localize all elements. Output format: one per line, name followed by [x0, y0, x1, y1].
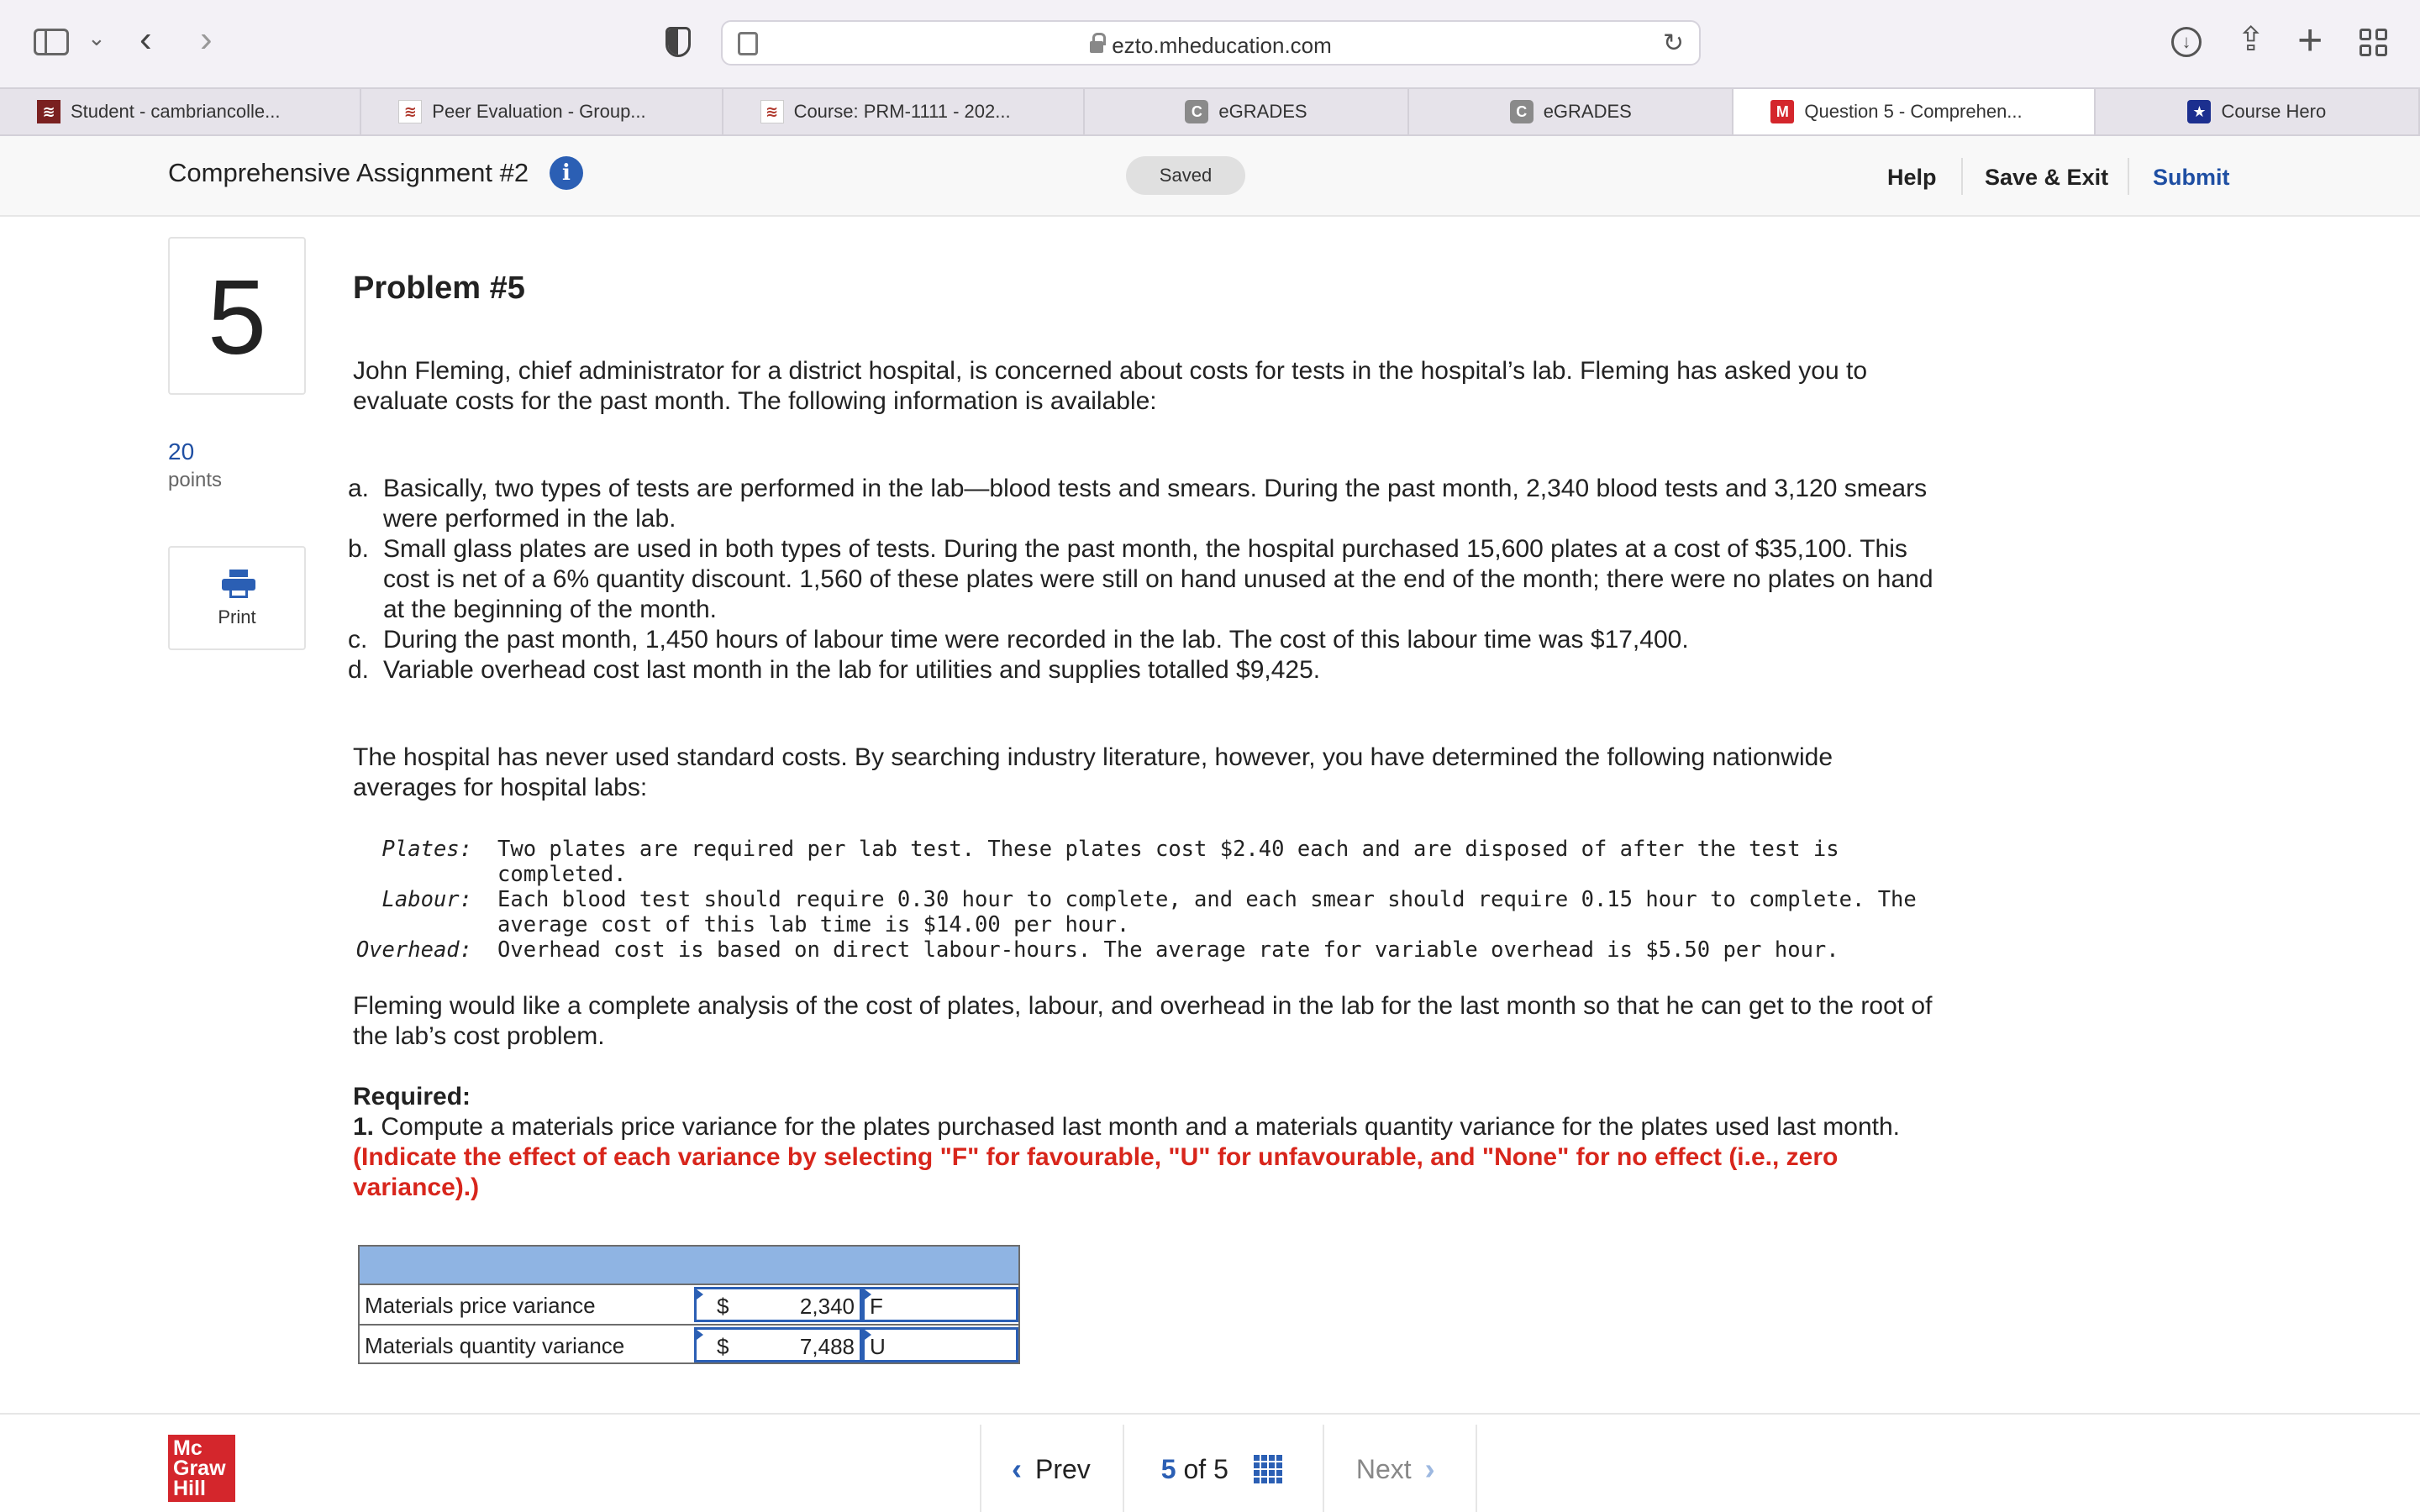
download-icon[interactable]: ↓ — [2171, 27, 2202, 57]
tab-egrades-1[interactable] — [1085, 89, 1409, 134]
required-section — [353, 1082, 1933, 1203]
prev-button[interactable] — [981, 1425, 1124, 1512]
address-bar[interactable] — [721, 20, 1701, 66]
chevron-left-icon: ‹ — [1012, 1452, 1022, 1486]
effect-value: U — [870, 1334, 886, 1359]
standard-text: Two plates are required per lab test. These plates cost $2.40 each and are disposed of after the test is completed. — [497, 837, 1839, 887]
effect-value: F — [870, 1294, 883, 1319]
save-exit-button[interactable]: Save & Exit — [1985, 165, 2109, 190]
submit-button[interactable]: Submit — [2153, 165, 2230, 190]
divider — [1961, 158, 1963, 195]
info-list — [348, 474, 1944, 685]
current-question: 5 — [1160, 1453, 1176, 1484]
forward-button[interactable]: › — [200, 18, 213, 60]
list-letter: d. — [348, 656, 370, 684]
sidebar-toggle-icon[interactable] — [34, 29, 69, 55]
required-text: Compute a materials price variance for the plates purchased last month and a materials quantity variance for the plates used last month. — [381, 1113, 1900, 1141]
back-button[interactable]: ‹ — [139, 18, 152, 60]
mcgraw-hill-logo — [168, 1435, 235, 1502]
c-icon: C — [1510, 100, 1534, 123]
cb-icon: ≋ — [37, 100, 60, 123]
divider — [2128, 158, 2129, 195]
list-letter: c. — [348, 626, 368, 654]
print-label: Print — [218, 606, 256, 627]
standard-row — [353, 937, 1949, 963]
list-item — [348, 625, 1944, 655]
privacy-shield-icon[interactable] — [666, 27, 691, 57]
footer — [0, 1413, 2420, 1512]
of-label: of — [1183, 1453, 1207, 1484]
problem-intro: John Fleming, chief administrator for a district hospital, is concerned about costs for tests in the hospital’s lab. Fleming has asked you to evaluate costs for the past month. The following information is available: — [353, 357, 1868, 415]
currency-symbol: $ — [717, 1294, 729, 1319]
tab-course-hero[interactable] — [2096, 89, 2420, 134]
table-row — [360, 1285, 1018, 1324]
tab-course[interactable] — [723, 89, 1085, 134]
prev-label: Prev — [1035, 1453, 1091, 1484]
list-item — [348, 534, 1944, 625]
chevron-down-icon[interactable]: ⌄ — [87, 25, 106, 50]
tab-label: Course: PRM-1111 - 202... — [793, 101, 1011, 122]
reload-icon[interactable]: ↻ — [1662, 29, 1684, 57]
standards-intro: The hospital has never used standard costs. By searching industry literature, however, you have determined the following nationwide averages for hospital labs: — [353, 743, 1833, 801]
tab-label: Peer Evaluation - Group... — [432, 101, 646, 122]
pagination — [980, 1425, 1477, 1512]
row-label: Materials quantity variance — [365, 1333, 625, 1358]
browser-toolbar — [0, 0, 2420, 87]
new-tab-icon[interactable]: + — [2297, 16, 2323, 65]
standard-row — [353, 837, 1949, 887]
tab-label: eGRADES — [1218, 101, 1307, 122]
list-letter: b. — [348, 535, 370, 563]
input-marker-icon — [697, 1289, 703, 1299]
answer-table-header — [360, 1247, 1018, 1285]
logo-line: Mc — [173, 1436, 203, 1460]
standard-row — [353, 887, 1949, 937]
total-questions: 5 — [1213, 1453, 1228, 1484]
problem-title: Problem #5 — [353, 270, 525, 306]
price-variance-amount-input[interactable] — [694, 1287, 862, 1322]
required-note: (Indicate the effect of each variance by selecting "F" for favourable, "U" for unfavourable, and "None" for no effect (i.e., zero variance).) — [353, 1143, 1839, 1201]
row-label: Materials price variance — [365, 1293, 596, 1318]
quantity-variance-amount-input[interactable] — [694, 1327, 862, 1362]
peer-icon: ≋ — [398, 100, 422, 123]
question-number: 5 — [168, 237, 306, 395]
next-label: Next — [1355, 1453, 1412, 1484]
points-label: points — [168, 469, 223, 491]
lock-icon — [1090, 41, 1103, 53]
question-position[interactable] — [1124, 1425, 1324, 1512]
tab-label: Course Hero — [2221, 101, 2327, 122]
tab-label: Question 5 - Comprehen... — [1804, 101, 2023, 122]
tab-label: Student - cambriancolle... — [71, 101, 281, 122]
chevron-right-icon: › — [1424, 1452, 1435, 1486]
grid-icon[interactable] — [1254, 1455, 1282, 1483]
tab-strip — [0, 87, 2420, 136]
input-marker-icon — [697, 1330, 703, 1340]
list-text: Variable overhead cost last month in the lab for utilities and supplies totalled $9,425. — [383, 656, 1321, 684]
logo-line: Graw — [173, 1457, 226, 1480]
saved-status-badge: Saved — [1126, 156, 1245, 195]
standard-label: Labour: — [381, 887, 472, 912]
list-item — [348, 655, 1944, 685]
tab-label: eGRADES — [1543, 101, 1632, 122]
star-icon: ★ — [2187, 100, 2211, 123]
list-text: Small glass plates are used in both types of tests. During the past month, the hospital purchased 15,600 plates at a cost of $35,100. This cost is net of a 6% quantity discount. 1,560 of these plates were still on hand unused at the end of the month; there were no plates on hand at the beginning of the month. — [383, 535, 1933, 623]
page-title: Comprehensive Assignment #2 — [168, 158, 529, 187]
c-icon: C — [1185, 100, 1208, 123]
url-text: ezto.mheducation.com — [1112, 33, 1332, 58]
assignment-header — [0, 136, 2420, 217]
tab-peer-evaluation[interactable] — [361, 89, 723, 134]
help-button[interactable]: Help — [1887, 165, 1937, 190]
m-icon: M — [1770, 100, 1794, 123]
list-text: During the past month, 1,450 hours of labour time were recorded in the lab. The cost of this labour time was $17,400. — [383, 626, 1689, 654]
peer-icon: ≋ — [760, 100, 784, 123]
standard-label: Overhead: — [355, 937, 472, 963]
next-button[interactable] — [1324, 1425, 1476, 1512]
amount-value: 7,488 — [799, 1334, 855, 1359]
tab-question-5[interactable] — [1733, 89, 2095, 134]
info-icon[interactable]: i — [550, 156, 583, 190]
tab-overview-icon[interactable] — [2360, 29, 2388, 57]
logo-line: Hill — [173, 1477, 206, 1500]
standards-block — [353, 837, 1949, 963]
share-icon[interactable]: ⇪ — [2237, 21, 2265, 58]
tab-student[interactable] — [0, 89, 361, 134]
print-button[interactable] — [168, 546, 306, 650]
printer-icon — [222, 570, 255, 598]
standard-text: Overhead cost is based on direct labour-hours. The average rate for variable overhead is $5.50 per hour. — [497, 937, 1839, 963]
list-item — [348, 474, 1944, 534]
price-variance-effect-select[interactable] — [862, 1287, 1018, 1322]
list-text: Basically, two types of tests are performed in the lab—blood tests and smears. During the past month, 2,340 blood tests and 3,120 smears were performed in the lab. — [383, 475, 1928, 533]
answer-table — [358, 1245, 1020, 1364]
standard-text: Each blood test should require 0.30 hour to complete, and each smear should require 0.15 hour to complete. The average cost of this lab time is $14.00 per hour. — [497, 887, 1917, 937]
closing-paragraph: Fleming would like a complete analysis of the cost of plates, labour, and overhead in the lab for the last month so that he can get to the root of the lab’s cost problem. — [353, 992, 1933, 1050]
quantity-variance-effect-select[interactable] — [862, 1327, 1018, 1362]
amount-value: 2,340 — [799, 1294, 855, 1319]
currency-symbol: $ — [717, 1334, 729, 1359]
required-heading: Required: — [353, 1083, 471, 1110]
table-row — [360, 1324, 1018, 1362]
tab-egrades-2[interactable] — [1409, 89, 1733, 134]
required-num: 1. — [353, 1113, 375, 1141]
points-value: 20 — [168, 438, 195, 465]
list-letter: a. — [348, 475, 370, 502]
required-item — [353, 1112, 1933, 1203]
standard-label: Plates: — [381, 837, 472, 862]
